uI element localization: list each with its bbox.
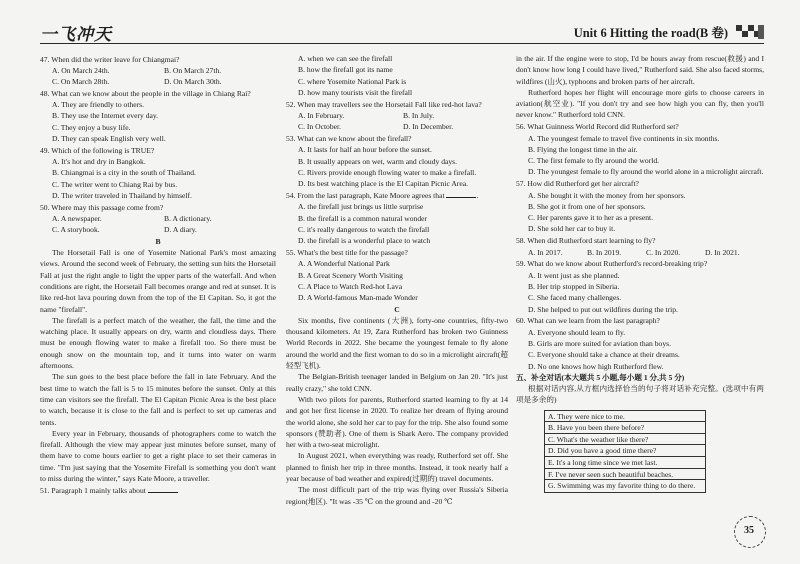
passage-c-paragraph-3: With two pilots for parents, Rutherford started learning to fly at 14 and got her first license in 2020. To realize her dream of flying around the world alone, she sold her car to pay for the trip. She also found some sponsors (赞助者). One of them is Shark Aero. The company provided her with a two-seat microlight. [286, 394, 508, 450]
option-51d: D. how many tourists visit the firefall [298, 87, 413, 97]
question-52: 52. When may travellers see the Horsetail Fall like red-hot lava? [286, 99, 482, 109]
box-option-d: D. Did you have a good time there? [545, 445, 705, 457]
column-1 [40, 53, 276, 496]
question-58: 58. When did Rutherford start learning to fly? [516, 236, 656, 246]
question-53: 53. What can we know about the firefall? [286, 134, 412, 144]
column-3 [516, 53, 764, 493]
option-47c: C. On March 28th. [52, 77, 110, 87]
option-57d: D. She sold her car to buy it. [528, 224, 616, 234]
option-52d: D. In December. [403, 122, 454, 132]
option-48a: A. They are friendly to others. [52, 100, 145, 110]
answer-blank [446, 191, 476, 198]
option-54a: A. the firefall just brings us little surprise [298, 202, 424, 212]
option-57c: C. Her parents gave it to her as a present. [528, 213, 654, 223]
box-option-b: B. Have you been there before? [545, 422, 705, 434]
box-option-c: C. What's the weather like there? [545, 434, 705, 446]
option-54b: B. the firefall is a common natural wonder [298, 213, 428, 223]
option-56a: A. The youngest female to travel five continents in six months. [528, 133, 720, 143]
option-54c: C. it's really dangerous to watch the firefall [298, 224, 430, 234]
passage-c-paragraph-4: In August 2021, when everything was ready, Rutherford set off. She planned to finish her trip in three months. Instead, it took nearly half a year because of bad weather and expired(过期的) travel documents. [286, 451, 508, 483]
option-49c: C. The writer went to Chiang Rai by bus. [52, 179, 178, 189]
answer-blank [148, 486, 178, 493]
option-60c: C. Everyone should take a chance at their dreams. [528, 350, 680, 360]
option-59d: D. She helped to put out wildfires during the trip. [528, 304, 678, 314]
option-59a: A. It went just as she planned. [528, 270, 620, 280]
passage-c-paragraph-5: The most difficult part of the trip was flying over Russia's Siberia region(地区). "It was -35 ℃ on the ground and -20 ℃ [286, 485, 508, 506]
option-55a: A. A Wonderful National Park [298, 259, 390, 269]
option-52c: C. In October. [298, 122, 342, 132]
option-50a: A. A newspaper. [52, 214, 102, 224]
passage-b-paragraph-3: The sun goes to the best place before the fall in late February. And the best time to watch the fall is 5 to 15 minutes before the sunset. Only at this time can visitors see the firefall. The El Capitan Picnic Area is the best place to watch, because it is close to the fall and is perfect to set up cameras and tents. [40, 372, 276, 427]
question-47: 47. When did the writer leave for Chiangmai? [40, 54, 180, 64]
passage-b-paragraph-1: The Horsetail Fall is one of Yosemite National Park's most amazing views. Around the second week of February, the setting sun hits the Horsetail Fall at just the right angle to light the upper parts of the waterfall. And when conditions are right, the Horsetail Fall becomes orange and red at sunset. It is like red-hot lava pouring down from the top of the El Capitan. So, it got the name "firefall". [40, 248, 276, 314]
section-b-heading: B [155, 236, 161, 246]
option-60a: A. Everyone should learn to fly. [528, 327, 626, 337]
option-47a: A. On March 24th. [52, 65, 110, 75]
option-57b: B. She got it from one of her sponsors. [528, 201, 646, 211]
box-option-g: G. Swimming was my favorite thing to do there. [548, 481, 696, 491]
passage-c-paragraph-1: Six months, five continents (大洲), forty-one countries, fifty-two thousand kilometers. At 19, Zara Rutherford has broken two Guinness World Records in 2022. She became the youngest female to fly alone around the world and the first woman to do so in a microlight aircraft(超轻型飞机). [286, 315, 508, 371]
section-5-title: 五、补全对话(本大题共 5 小题,每小题 1 分,共 5 分) [516, 372, 685, 382]
option-48d: D. They can speak English very well. [52, 134, 166, 144]
question-59: 59. What do we know about Rutherford's record-breaking trip? [516, 259, 708, 269]
option-52a: A. In February. [298, 110, 345, 120]
option-56b: B. Flying the longest time in the air. [528, 144, 638, 154]
option-58d: D. In 2021. [705, 247, 740, 257]
option-59c: C. She faced many challenges. [528, 293, 622, 303]
option-60d: D. No one knows how high Rutherford flew. [528, 361, 664, 371]
section-5-instructions: 根据对话内容,从方框内选择恰当的句子将对话补充完整。(选项中有两项是多余的) [516, 384, 764, 405]
question-54-text: 54. From the last paragraph, Kate Moore agrees that [286, 191, 445, 201]
option-49b: B. Chiangmai is a city in the south of Thailand. [52, 168, 196, 178]
option-56c: C. The first female to fly around the world. [528, 156, 660, 166]
question-56: 56. What Guinness World Record did Rutherford set? [516, 122, 679, 132]
option-58a: A. In 2017. [528, 247, 563, 257]
option-55d: D. A World-famous Man-made Wonder [298, 293, 418, 303]
option-50d: D. A diary. [164, 225, 197, 235]
unit-title: Unit 6 Hitting the road(B 卷) [573, 26, 728, 40]
question-57: 57. How did Rutherford get her aircraft? [516, 179, 639, 189]
column-2 [286, 53, 508, 507]
option-58b: B. In 2019. [587, 247, 622, 257]
question-49: 49. Which of the following is TRUE? [40, 145, 155, 155]
question-51-text: 51. Paragraph 1 mainly talks about [40, 485, 146, 495]
passage-c-paragraph-5-continued: in the air. If the engine were to stop, I'd be hours away from rescue(救援) and I don't know how long I could have lived," Rutherford said. She also faced storms, wildfires (山火), typhoons and broken parts of her aircraft. [516, 54, 764, 86]
option-57a: A. She bought it with the money from her sponsors. [528, 190, 686, 200]
option-55c: C. A Place to Watch Red-hot Lava [298, 281, 403, 291]
box-option-a: A. They were nice to me. [545, 411, 705, 423]
option-53a: A. It lasts for half an hour before the sunset. [298, 145, 432, 155]
question-55: 55. What's the best title for the passage? [286, 248, 408, 258]
option-59b: B. Her trip stopped in Siberia. [528, 281, 620, 291]
question-60: 60. What can we learn from the last paragraph? [516, 316, 660, 326]
checker-decoration-icon [736, 25, 764, 39]
option-53d: D. Its best watching place is the El Capitan Picnic Area. [298, 179, 468, 189]
option-47d: D. On March 30th. [164, 77, 222, 87]
option-49d: D. The writer traveled in Thailand by himself. [52, 191, 192, 201]
passage-c-paragraph-2: The Belgian-British teenager landed in Belgium on Jan 20. "It's just really crazy," she told CNN. [286, 372, 508, 393]
option-49a: A. It's hot and dry in Bangkok. [52, 157, 146, 167]
option-60b: B. Girls are more suited for aviation than boys. [528, 338, 671, 348]
box-option-f: F. I've never seen such beautiful beaches. [545, 469, 705, 481]
option-51b: B. how the firefall got its name [298, 65, 393, 75]
options-box [544, 410, 706, 493]
passage-c-paragraph-6: Rutherford hopes her flight will encourage more girls to choose careers in aviation(航空业). "If you don't try and see how high you can fly, then you'll never know." Rutherford told CNN. [516, 87, 764, 120]
option-58c: C. In 2020. [646, 247, 681, 257]
box-option-e: E. It's a long time since we met last. [545, 457, 705, 469]
option-50b: B. A dictionary. [164, 214, 212, 224]
section-c-heading: C [394, 304, 400, 314]
question-51 [40, 485, 276, 496]
page-number: 35 [738, 520, 760, 542]
option-48b: B. They use the Internet every day. [52, 111, 159, 121]
option-51a: A. when we can see the firefall [298, 54, 393, 63]
option-54d: D. the firefall is a wonderful place to watch [298, 236, 431, 246]
option-48c: C. They enjoy a busy life. [52, 122, 131, 132]
question-54: 54. From the last paragraph, Kate Moore agrees that . [286, 191, 479, 201]
option-52b: B. In July. [403, 110, 435, 120]
question-50: 50. Where may this passage come from? [40, 202, 164, 212]
option-55b: B. A Great Scenery Worth Visiting [298, 270, 403, 280]
option-53c: C. Rivers provide enough flowing water to make a firefall. [298, 167, 477, 177]
passage-b-paragraph-4: Every year in February, thousands of photographers come to watch the firefall. Although the view may appear just minutes before sunset, many of them have to come hours earlier to get a right place to set their cameras in time. "I'm just saying that the Yosemite Firefall is something you don't want to miss during the winter," says Kate Moore, a traveller. [40, 428, 276, 483]
passage-b-paragraph-2: The firefall is a perfect match of the weather, the fall, the time and the watching place. It usually appears on dry, warm and cloudless days. There must be enough flowing water to make a firefall too. So there must be enough snow on the mountain top, and it turns into water on warm afternoons. [40, 315, 276, 371]
option-56d: D. The youngest female to fly around the world alone in a microlight aircraft. [528, 167, 764, 177]
option-51c: C. where Yosemite National Park is [298, 76, 407, 86]
option-53b: B. It usually appears on wet, warm and cloudy days. [298, 156, 458, 166]
brand-logo: 一飞冲天 [40, 25, 112, 45]
option-50c: C. A storybook. [52, 225, 100, 235]
option-47b: B. On March 27th. [164, 65, 222, 75]
page-header [40, 22, 764, 44]
question-48: 48. What can we know about the people in the village in Chiang Rai? [40, 88, 251, 98]
